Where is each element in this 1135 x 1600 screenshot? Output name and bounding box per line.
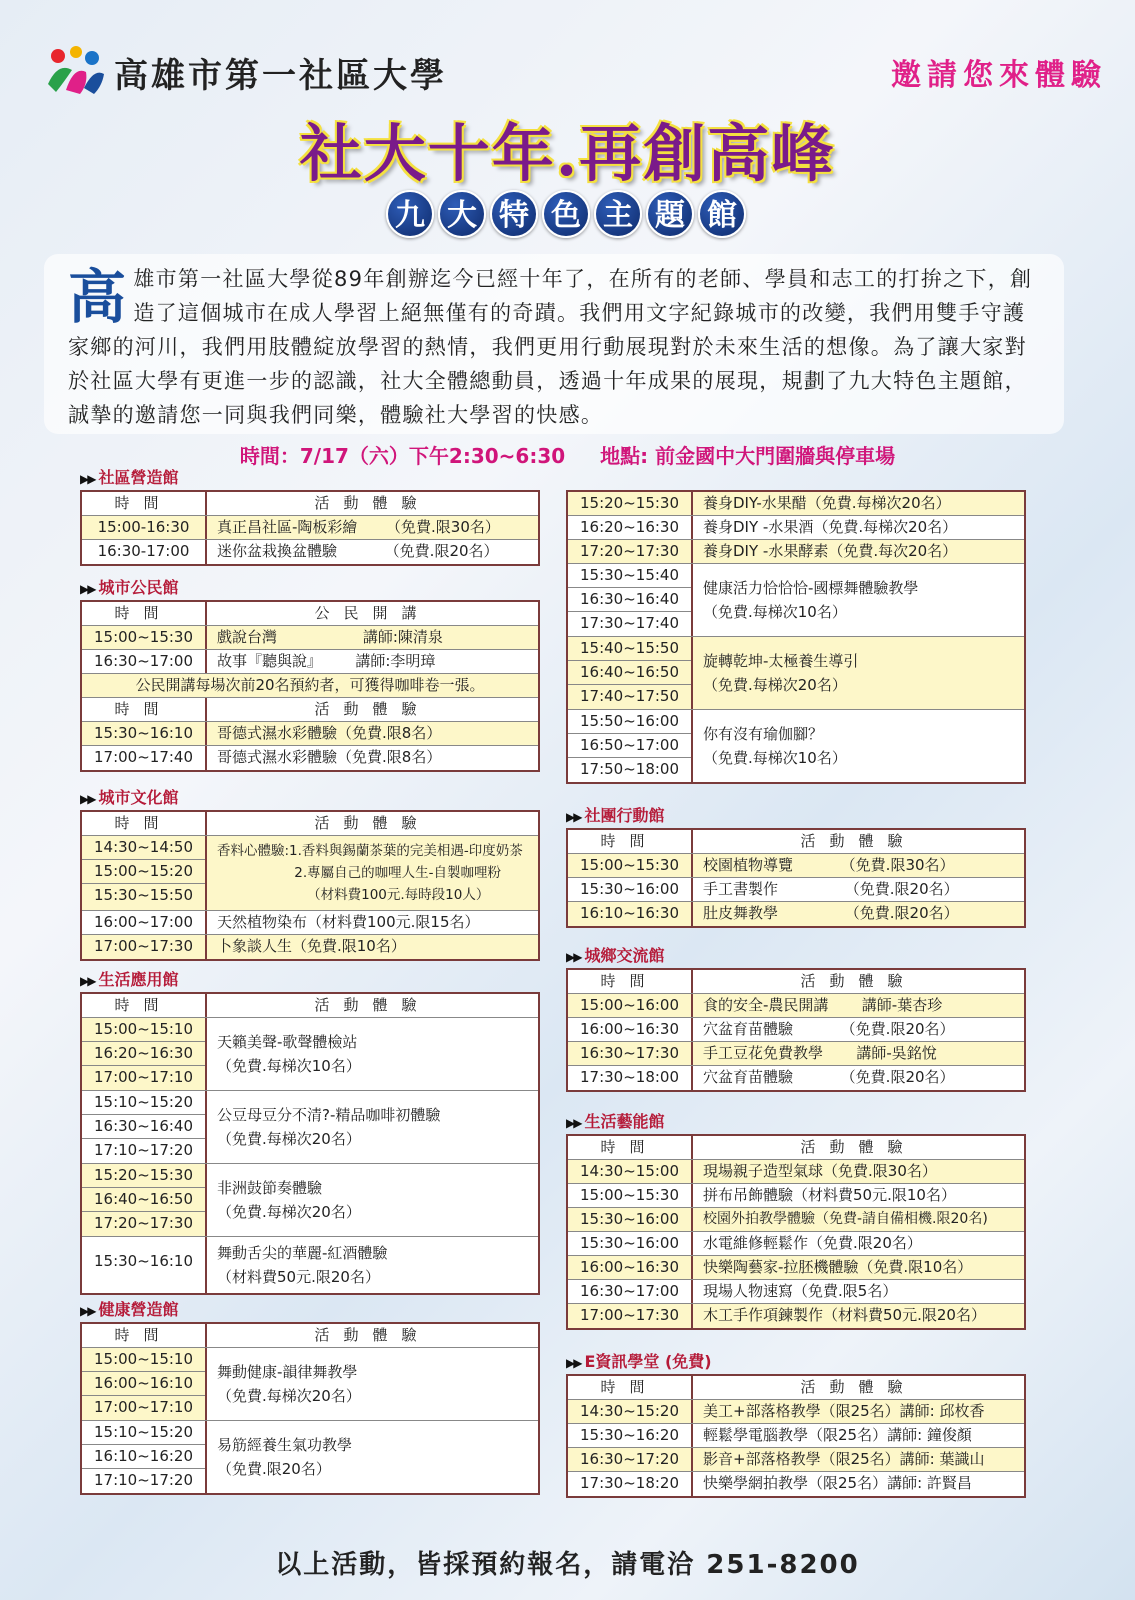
row-time: 16:10~16:30 (568, 902, 693, 926)
row-time: 15:30~16:10 (82, 722, 207, 745)
table-group (82, 1164, 538, 1237)
row-time: 15:00~15:10 (82, 1348, 205, 1372)
table-row (568, 878, 1024, 902)
table-row (568, 1232, 1024, 1256)
intro-paragraph (44, 254, 1064, 434)
row-time: 16:20~16:30 (568, 516, 693, 539)
table-row (568, 516, 1024, 540)
row-time: 15:00~15:30 (568, 1184, 693, 1207)
invite-text: 邀請您來體驗 (891, 58, 1107, 93)
table-row (568, 1472, 1024, 1496)
arrow-icon: ▶▶ (80, 974, 95, 988)
table-row (568, 1018, 1024, 1042)
header-activity: 活動體驗 (800, 1138, 917, 1156)
row-time: 16:00~16:30 (568, 1018, 693, 1041)
row-time: 14:30~14:50 (82, 836, 205, 860)
main-title: 社大十年.再創高峰 (299, 117, 836, 190)
row-time: 16:40~16:50 (82, 1188, 205, 1212)
row-time: 15:00~16:00 (568, 994, 693, 1017)
section-title-text: E資訊學堂 (免費) (584, 1352, 712, 1371)
section-title-text: 城市公民館 (98, 578, 179, 597)
section-title-community (80, 468, 178, 488)
header-time: 時間 (568, 830, 693, 853)
table-group (82, 1421, 538, 1493)
row-activity: 迷你盆栽換盆體驗 （免費.限20名） (217, 542, 499, 560)
table-header (82, 602, 538, 626)
table-e-learning (566, 1374, 1026, 1498)
row-activity: 故事『聽與說』 講師:李明璋 (217, 652, 436, 670)
row-activity: 穴盆育苗體驗 （免費.限20名） (703, 1020, 955, 1038)
row-activity: 現場親子造型氣球（免費.限30名） (703, 1162, 937, 1180)
table-row (568, 492, 1024, 516)
table-row (568, 1304, 1024, 1328)
table-group (82, 1237, 538, 1293)
row-time: 16:30~16:40 (568, 588, 691, 612)
row-time: 16:40~16:50 (568, 661, 691, 685)
table-header (82, 492, 538, 516)
section-title-text: 社區營造館 (98, 468, 179, 487)
table-header (82, 994, 538, 1018)
header-activity: 活動體驗 (800, 972, 917, 990)
row-activity: 木工手作項鍊製作（材料費50元.限20名） (703, 1306, 986, 1324)
row-time: 17:00~17:40 (82, 746, 207, 770)
row-activity: 現場人物速寫（免費.限5名） (703, 1282, 898, 1300)
table-row (568, 1184, 1024, 1208)
table-row (568, 1280, 1024, 1304)
header-activity: 活動體驗 (800, 1378, 917, 1396)
row-time: 16:10~16:20 (82, 1445, 205, 1469)
header-activity: 活動體驗 (314, 996, 431, 1014)
row-activity: 拼布吊飾體驗（材料費50元.限10名） (703, 1186, 956, 1204)
row-time: 17:00~17:10 (93, 1398, 194, 1416)
table-row (568, 1160, 1024, 1184)
section-title-text: 城市文化館 (98, 788, 179, 807)
table-row (568, 1208, 1024, 1232)
event-place: 地點: 前金國中大門圍牆與停車場 (600, 444, 896, 468)
row-activity: 健康活力恰恰恰-國標舞體驗教學 （免費.每梯次10名） (703, 579, 919, 621)
table-group (568, 710, 1024, 782)
header-activity: 活動體驗 (314, 700, 431, 718)
section-title-text: 社團行動館 (584, 806, 665, 825)
subtitle-char: 大 (438, 190, 486, 238)
row-activity: 校園外拍教學體驗（免費-請自備相機.限20名) (703, 1211, 988, 1227)
table-row (82, 935, 538, 959)
section-title-culture (80, 788, 178, 808)
table-group (82, 1348, 538, 1421)
header-time: 時間 (568, 970, 693, 993)
row-activity: 手工書製作 （免費.限20名） (703, 880, 959, 898)
table-row (568, 1448, 1024, 1472)
subtitle-char: 色 (542, 190, 590, 238)
table-group (82, 1091, 538, 1164)
table-health (80, 1322, 540, 1495)
row-time: 15:10~15:20 (82, 1091, 205, 1115)
row-activity: 天然植物染布（材料費100元.限15名） (217, 913, 480, 931)
row-activity: 非洲鼓節奏體驗 （免費.每梯次20名） (207, 1164, 538, 1236)
row-time: 17:00~17:10 (93, 1068, 194, 1086)
table-header (568, 1376, 1024, 1400)
intro-text: 雄市第一社區大學從89年創辦迄今已經十年了，在所有的老師、學員和志工的打拚之下，創造了這個城市在成人學習上絕無僅有的奇蹟。我們用文字紀錄城市的改變，我們用雙手守護家鄉的河川，我們用肢體綻放學習的熱情，我們更用行動展現對於未來生活的想像。為了讓大家對於社區大學有更進一步的認識，社大全體總動員，透過十年成果的展現，規劃了九大特色主題館，誠摯的邀請您一同與我們同樂，體驗社大學習的快感。 (68, 267, 1033, 427)
table-row (568, 1400, 1024, 1424)
table-row (568, 1256, 1024, 1280)
row-activity: 養身DIY -水果酵素（免費.每次20名） (703, 542, 958, 560)
table-culture (80, 810, 540, 961)
header-activity: 活動體驗 (314, 1326, 431, 1344)
section-title-exchange (566, 946, 664, 966)
header-activity: 活動體驗 (314, 814, 431, 832)
arrow-icon: ▶▶ (80, 1304, 95, 1318)
row-time: 15:20~15:30 (82, 1164, 205, 1188)
row-time: 15:30~16:00 (568, 1208, 693, 1231)
row-time: 15:00~15:20 (82, 860, 205, 884)
table-header (82, 1324, 538, 1348)
table-row (82, 540, 538, 564)
row-time: 16:30~17:20 (568, 1448, 693, 1471)
header-time: 時間 (82, 698, 207, 721)
row-time: 17:30~18:00 (568, 1066, 693, 1090)
table-row (82, 746, 538, 770)
table-row (568, 994, 1024, 1018)
subtitle-char: 館 (698, 190, 746, 238)
row-time: 14:30~15:00 (568, 1160, 693, 1183)
row-activity: 公豆母豆分不清?-精品咖啡初體驗 （免費.每梯次20名） (217, 1106, 441, 1148)
arrow-icon: ▶▶ (80, 582, 95, 596)
arrow-icon: ▶▶ (566, 1116, 581, 1130)
row-time: 17:20~17:30 (568, 540, 693, 563)
row-time: 17:00~17:30 (82, 935, 207, 959)
table-note (82, 674, 538, 698)
row-activity: 真正昌社區-陶板彩繪 （免費.限30名） (217, 518, 500, 536)
table-row (568, 1424, 1024, 1448)
row-time: 15:20~15:30 (568, 492, 693, 515)
table-civic (80, 600, 540, 772)
row-time: 15:10~15:20 (82, 1421, 205, 1445)
section-title-text: 城鄉交流館 (584, 946, 665, 965)
row-activity: 你有沒有瑜伽腳？ （免費.每梯次10名） (703, 725, 847, 767)
table-row (82, 722, 538, 746)
row-time: 15:30~16:10 (93, 1252, 194, 1270)
row-time: 15:30~16:00 (568, 878, 693, 901)
row-time: 16:30~17:30 (568, 1042, 693, 1065)
arrow-icon: ▶▶ (566, 810, 581, 824)
table-header (82, 812, 538, 836)
subtitle-char: 特 (490, 190, 538, 238)
logo-icon (44, 44, 106, 96)
row-activity: 輕鬆學電腦教學（限25名）講師: 鐘俊顏 (703, 1426, 972, 1444)
row-time: 15:30~16:00 (568, 1232, 693, 1255)
table-header (568, 830, 1024, 854)
row-time: 16:30~17:00 (568, 1280, 693, 1303)
header-time: 時間 (82, 812, 207, 835)
row-activity: 卜象談人生（免費.限10名） (217, 937, 406, 955)
footer-contact: 以上活動，皆採預約報名，請電洽 251-8200 (275, 1550, 860, 1580)
subtitle-char: 九 (386, 190, 434, 238)
header-time: 時間 (82, 994, 207, 1017)
note-text: 公民開講每場次前20名預約者，可獲得咖啡卷一張。 (82, 674, 538, 697)
drop-cap: 高 (68, 263, 128, 331)
row-time: 15:30~15:40 (568, 564, 691, 588)
subtitle-char: 題 (646, 190, 694, 238)
subtitle-badge (386, 190, 746, 238)
row-time: 17:50~18:00 (579, 760, 680, 778)
table-header (568, 1136, 1024, 1160)
row-activity: 水電維修輕鬆作（免費.限20名） (703, 1234, 922, 1252)
section-title-living (80, 970, 178, 990)
table-header (568, 970, 1024, 994)
header-lecture: 公民開講 (314, 604, 431, 622)
table-community (80, 490, 540, 566)
row-time: 16:00~16:10 (82, 1372, 205, 1396)
header-activity: 活動體驗 (314, 494, 431, 512)
row-activity: 舞動舌尖的華麗-紅酒體驗 （材料費50元.限20名） (217, 1244, 388, 1286)
row-time: 15:00~15:30 (82, 626, 207, 649)
table-row (82, 626, 538, 650)
header-time: 時間 (82, 1324, 207, 1347)
table-header (82, 698, 538, 722)
event-time: 時間：7/17（六）下午2:30~6:30 (239, 444, 566, 468)
table-group (82, 1018, 538, 1091)
table-row (568, 540, 1024, 564)
row-time: 17:10~17:20 (93, 1141, 194, 1159)
section-title-text: 生活應用館 (98, 970, 179, 989)
arrow-icon: ▶▶ (566, 1356, 581, 1370)
row-time: 16:00~16:30 (568, 1256, 693, 1279)
header-activity: 活動體驗 (800, 832, 917, 850)
section-title-civic (80, 578, 178, 598)
table-row (82, 911, 538, 935)
row-activity: 肚皮舞教學 （免費.限20名） (703, 904, 959, 922)
event-info (0, 440, 1135, 469)
table-row (568, 1042, 1024, 1066)
row-time: 16:30~17:00 (82, 650, 207, 673)
row-activity: 校園植物導覽 （免費.限30名） (703, 856, 955, 874)
row-activity: 哥德式濕水彩體驗（免費.限8名） (217, 724, 442, 742)
row-time: 15:00~15:30 (568, 854, 693, 877)
row-time: 17:30~18:20 (568, 1472, 693, 1496)
row-activity: 養身DIY-水果醋（免費.每梯次20名） (703, 494, 951, 512)
row-time: 17:30~17:40 (579, 614, 680, 632)
school-name: 高雄市第一社區大學 (114, 56, 447, 96)
row-time: 15:30~15:50 (93, 886, 194, 904)
table-row (568, 854, 1024, 878)
row-activity: 天籟美聲-歌聲體檢站 （免費.每梯次10名） (207, 1018, 538, 1090)
row-activity: 影音+部落格教學（限25名）講師: 葉識山 (703, 1450, 985, 1468)
arrow-icon: ▶▶ (80, 472, 95, 486)
row-time: 17:40~17:50 (579, 687, 680, 705)
row-time: 17:00~17:30 (568, 1304, 693, 1328)
section-title-text: 生活藝能館 (584, 1112, 665, 1131)
row-activity: 手工豆花免費教學 講師-吳銘悅 (703, 1044, 937, 1062)
header-time: 時間 (82, 492, 207, 515)
table-living (80, 992, 540, 1295)
row-activity: 穴盆育苗體驗 （免費.限20名） (703, 1068, 955, 1086)
table-exchange (566, 968, 1026, 1092)
row-time: 16:50~17:00 (568, 734, 691, 758)
table-clubs (566, 828, 1026, 928)
section-title-text: 健康營造館 (98, 1300, 179, 1319)
row-activity: 快樂學網拍教學（限25名）講師: 許賢昌 (703, 1474, 972, 1492)
section-title-e-learning (566, 1352, 712, 1372)
row-time: 16:30-17:00 (82, 540, 207, 564)
table-row (568, 902, 1024, 926)
header-time: 時間 (82, 602, 207, 625)
row-activity: 易筋經養生氣功教學 （免費.限20名） (217, 1436, 353, 1478)
header-time: 時間 (568, 1136, 693, 1159)
row-time: 16:30~16:40 (82, 1115, 205, 1139)
table-group (568, 637, 1024, 710)
header-time: 時間 (568, 1376, 693, 1399)
table-health-continued (566, 490, 1026, 784)
row-activity: 美工+部落格教學（限25名）講師: 邱枚香 (703, 1402, 985, 1420)
row-activity: 養身DIY -水果酒（免費.每梯次20名） (703, 518, 958, 536)
row-activity: 舞動健康-韻律舞教學 （免費.每梯次20名） (207, 1348, 538, 1420)
row-time: 16:20~16:30 (82, 1042, 205, 1066)
section-title-arts (566, 1112, 664, 1132)
row-activity: 戲說台灣 講師:陳清泉 (217, 628, 443, 646)
row-time: 15:00-16:30 (82, 516, 207, 539)
table-group (82, 836, 538, 911)
row-time: 14:30~15:20 (568, 1400, 693, 1423)
arrow-icon: ▶▶ (566, 950, 581, 964)
row-activity: 旋轉乾坤-太極養生導引 （免費.每梯次20名） (703, 652, 859, 694)
row-activity: 快樂陶藝家-拉胚機體驗（免費.限10名） (703, 1258, 973, 1276)
row-activity: 食的安全-農民開講 講師-葉杏珍 (703, 996, 943, 1014)
row-activity: 哥德式濕水彩體驗（免費.限8名） (217, 748, 442, 766)
row-time: 17:20~17:30 (93, 1214, 194, 1232)
table-row (82, 650, 538, 674)
row-activity: 香料心體驗:1.香料與錫蘭茶葉的完美相遇-印度奶茶 2.專屬自己的咖哩人生-自製咖哩粉 （材料費100元.每時段10人） (217, 843, 523, 903)
section-title-health (80, 1300, 178, 1320)
row-time: 16:00~17:00 (82, 911, 207, 934)
arrow-icon: ▶▶ (80, 792, 95, 806)
row-time: 15:40~15:50 (568, 637, 691, 661)
subtitle-char: 主 (594, 190, 642, 238)
row-time: 15:30~16:20 (568, 1424, 693, 1447)
table-row (82, 516, 538, 540)
table-arts (566, 1134, 1026, 1330)
section-title-clubs (566, 806, 664, 826)
table-row (568, 1066, 1024, 1090)
table-group (568, 564, 1024, 637)
row-time: 15:00~15:10 (82, 1018, 205, 1042)
row-time: 17:10~17:20 (93, 1471, 194, 1489)
row-time: 15:50~16:00 (568, 710, 691, 734)
